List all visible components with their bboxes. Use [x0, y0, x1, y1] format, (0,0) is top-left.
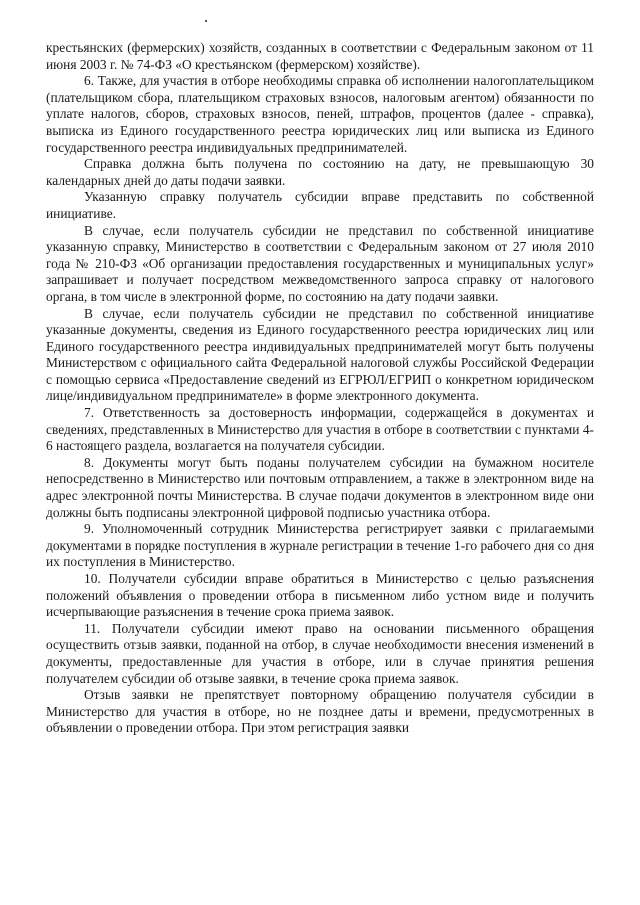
paragraph-item-8: 8. Документы могут быть поданы получателем субсидии на бумажном носителе непосредственно в Министерство или почтовым отправлением, а также в электронном виде на адрес электронной почты Министерства. В случае подачи документов в электронном виде они должны быть подписаны электронной цифровой подписью участника отбора. — [46, 454, 594, 520]
paragraph-item-6: 6. Также, для участия в отборе необходимы справка об исполнении налогоплательщиком (плательщиком сбора, плательщиком страховых взносов, налоговым агентом) обязанности по уплате налогов, сборов, страховых взносов, пеней, штрафов, процентов (далее - справка), выписка из Единого государственного реестра юридических лиц или выписка из Единого государственного реестра индивидуальных предпринимателей. — [46, 73, 594, 155]
paragraph-item-10: 10. Получатели субсидии вправе обратиться в Министерство с целью разъяснения положений объявления о проведении отбора в письменном либо устном виде и получить исчерпывающие разъяснения в течение срока приема заявок. — [46, 571, 594, 620]
paragraph-item-11: 11. Получатели субсидии имеют право на основании письменного обращения осуществить отзыв заявки, поданной на отбор, в случае необходимости внесения изменений в документы, предоставленные для участия в отборе, или в случае принятия решения получателем субсидии об отзыве заявки, в течение срока приема заявок. — [46, 620, 594, 686]
paragraph-certificate-date: Справка должна быть получена по состоянию на дату, не превышающую 30 календарных дней до даты подачи заявки. — [46, 156, 594, 188]
paragraph-item-9: 9. Уполномоченный сотрудник Министерства регистрирует заявки с прилагаемыми документами в порядке поступления в журнале регистрации в течение 1-го рабочего дня со дня их поступления в Министерство. — [46, 521, 594, 570]
paragraph-interagency-request: В случае, если получатель субсидии не представил по собственной инициативе указанную справку, Министерство в соответствии с Федеральным законом от 27 июля 2010 года № 210-ФЗ «Об организации предоставления государственных и муниципальных услуг» запрашивает и получает посредством межведомственного запроса справку от налогового органа, в том числе в электронной форме, по состоянию на дату подачи заявки. — [46, 222, 594, 304]
paragraph-certificate-initiative: Указанную справку получатель субсидии вправе представить по собственной инициативе. — [46, 189, 594, 221]
scan-speck — [205, 20, 207, 22]
paragraph-item-7: 7. Ответственность за достоверность информации, содержащейся в документах и сведениях, представленных в Министерство для участия в отборе в соответствии с пунктами 4-6 настоящего раздела, возлагается на получателя субсидии. — [46, 405, 594, 454]
paragraph-registry-extract: В случае, если получатель субсидии не представил по собственной инициативе указанные документы, сведения из Единого государственного реестра юридических лиц или Единого государственного реестра индивидуальных предпринимателей могут быть получены Министерством с официального сайта Федеральной налоговой службы Российской Федерации с помощью сервиса «Предоставление сведений из ЕГРЮЛ/ЕГРИП о конкретном юридическом лице/индивидуальном предпринимателе» в форме электронного документа. — [46, 305, 594, 404]
document-body — [46, 40, 594, 737]
paragraph-withdrawal: Отзыв заявки не препятствует повторному обращению получателя субсидии в Министерство для участия в отборе, но не позднее даты и времени, предусмотренных в объявлении о проведении отбора. При этом регистрация заявки — [46, 687, 594, 736]
paragraph-continuation: крестьянских (фермерских) хозяйств, созданных в соответствии с Федеральным законом от 11 июня 2003 г. № 74-ФЗ «О крестьянском (фермерском) хозяйстве). — [46, 40, 594, 72]
